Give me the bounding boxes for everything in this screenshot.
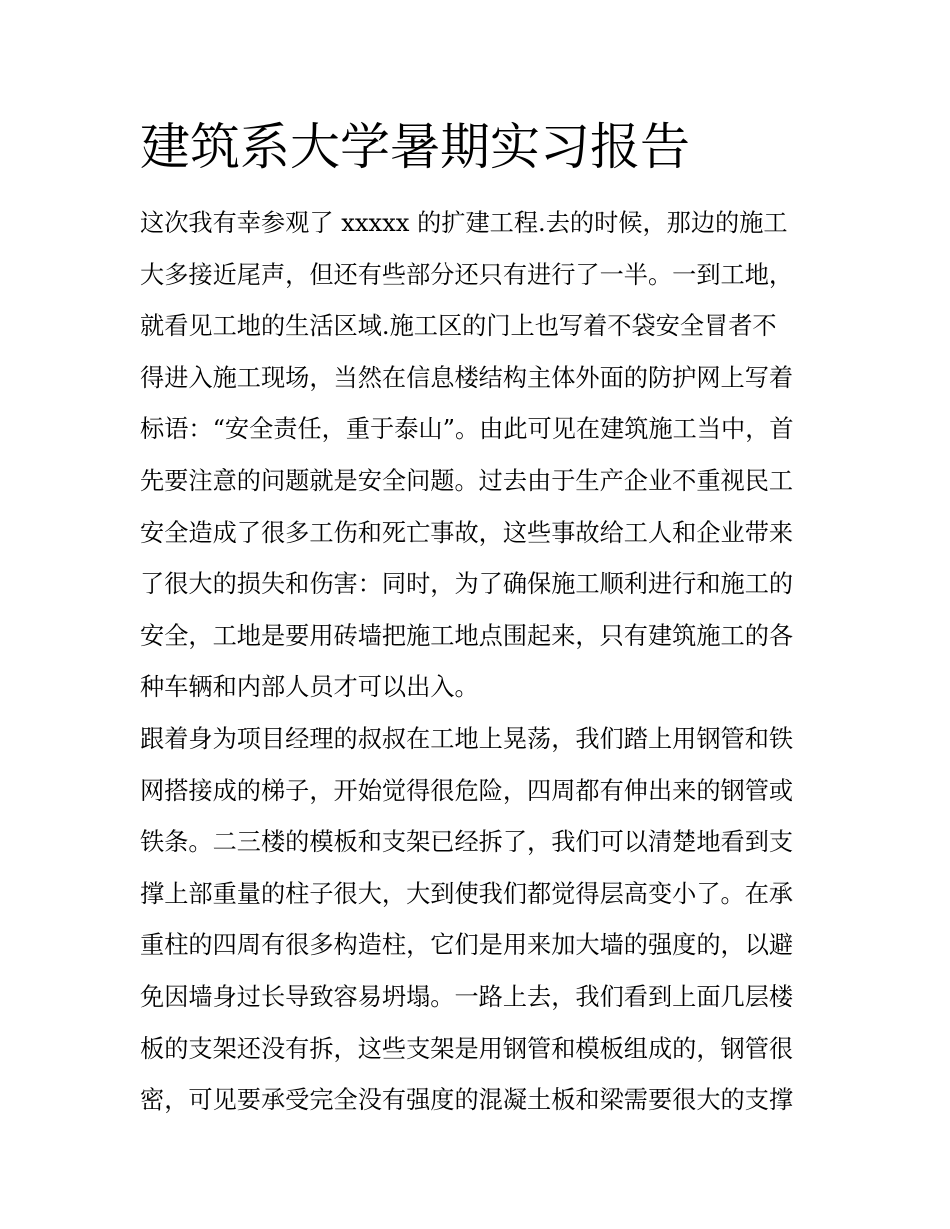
text-line: 先要注意的问题就是安全问题。过去由于生产企业不重视民工 [140, 466, 794, 495]
text-line: 得进入施工现场，当然在信息楼结构主体外面的防护网上写着 [140, 363, 794, 392]
text-line: 标语：“安全责任，重于泰山”。由此可见在建筑施工当中，首 [140, 415, 794, 444]
document-body [140, 198, 820, 1127]
text-line: 撑上部重量的柱子很大，大到使我们都觉得层高变小了。在承 [140, 879, 794, 908]
text-line: 安全，工地是要用砖墙把施工地点围起来，只有建筑施工的各 [140, 621, 794, 650]
text-line: 网搭接成的梯子，开始觉得很危险，四周都有伸出来的钢管或 [140, 776, 794, 805]
text-line: 密，可见要承受完全没有强度的混凝土板和梁需要很大的支撑 [140, 1086, 794, 1115]
text-line: 铁条。二三楼的模板和支架已经拆了，我们可以清楚地看到支 [140, 828, 794, 857]
text-line: 重柱的四周有很多构造柱，它们是用来加大墙的强度的，以避 [140, 931, 794, 960]
text-line: 这次我有幸参观了 xxxxx 的扩建工程.去的时候，那边的施工 [140, 209, 788, 237]
document-title: 建筑系大学暑期实习报告 [140, 118, 690, 176]
text-line: 板的支架还没有拆，这些支架是用钢管和模板组成的，钢管很 [140, 1034, 794, 1063]
text-line: 就看见工地的生活区域.施工区的门上也写着不袋安全冒者不 [140, 312, 777, 341]
text-line: 大多接近尾声，但还有些部分还只有进行了一半。一到工地， [140, 260, 794, 289]
text-line: 免因墙身过长导致容易坍塌。一路上去，我们看到上面几层楼 [140, 982, 794, 1011]
text-line: 跟着身为项目经理的叔叔在工地上晃荡，我们踏上用钢管和铁 [140, 724, 794, 753]
text-line: 安全造成了很多工伤和死亡事故，这些事故给工人和企业带来 [140, 518, 794, 547]
text-line: 了很大的损失和伤害：同时，为了确保施工顺利进行和施工的 [140, 570, 794, 599]
text-line: 种车辆和内部人员才可以出入。 [140, 673, 479, 702]
